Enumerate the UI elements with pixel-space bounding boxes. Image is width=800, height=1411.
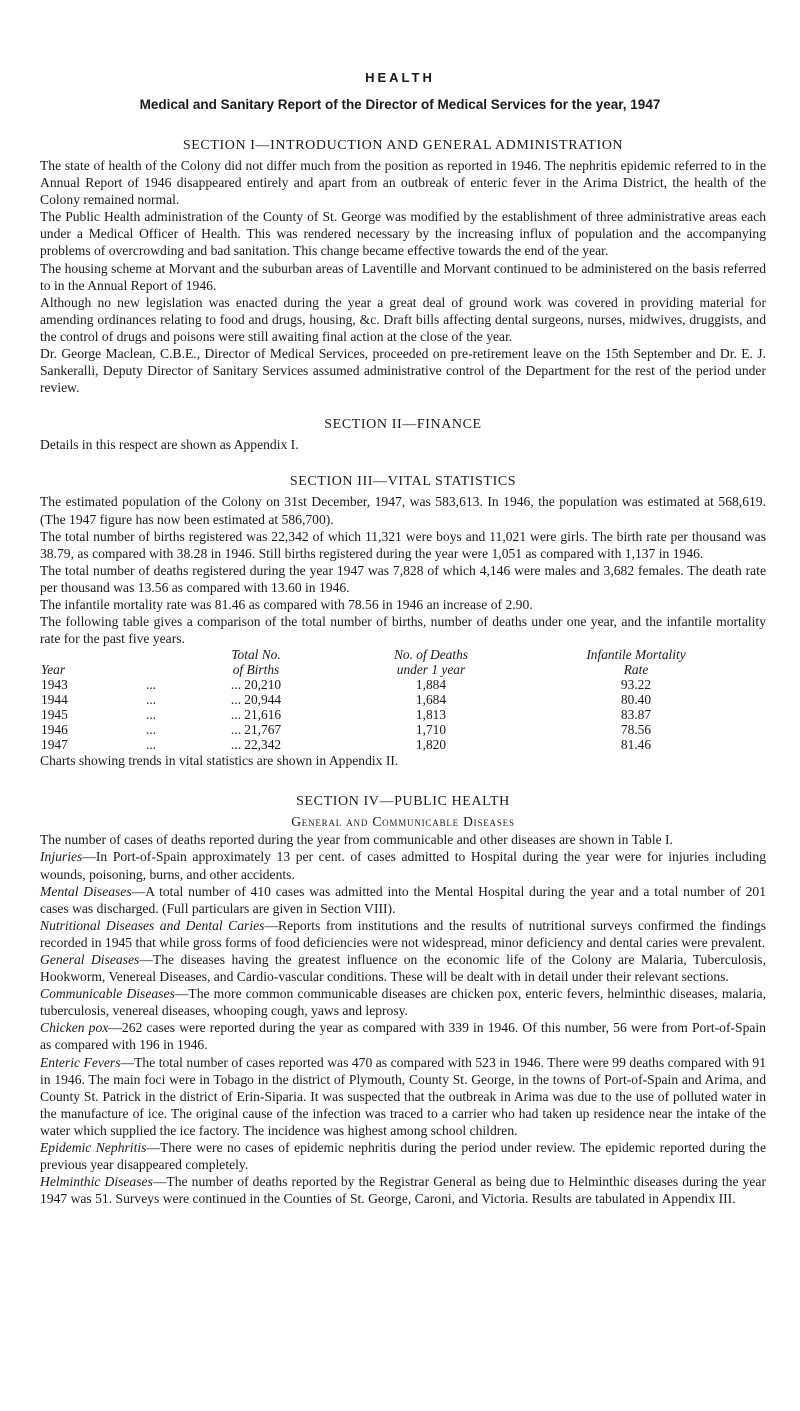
paragraph-helminthic: [40, 1173, 766, 1207]
text-general: —The diseases having the greatest influence on the economic life of the Colony are Malaria, Tuberculosis, Hookworm, Venereal Diseases, and Cardio-vascular conditions. These will be dealt with in detail under their relevant sections.: [40, 952, 766, 985]
cell-dots: ...: [145, 737, 157, 753]
term-nephritis: Epidemic Nephritis: [40, 1140, 147, 1156]
cell-deaths: 1,684: [415, 692, 447, 708]
table-header-row: [41, 662, 741, 677]
cell-year: 1943: [41, 677, 68, 693]
leader-dots: ...: [230, 737, 241, 753]
paragraph: The Public Health administration of the County of St. George was modified by the establishment of three administrative areas each under a Medical Officer of Health. This was rendered necessary by the increasing influx of population and the accompanying problems of overcrowding and bad sanitation. This change became effective towards the end of the year.: [40, 209, 766, 259]
paragraph-injuries: [40, 848, 766, 882]
text-chickenpox: —262 cases were reported during the year as compared with 339 in 1946. Of this number, 56 were from Port-of-Spain as compared with 196 in 1946.: [40, 1020, 766, 1053]
births-value: 20,944: [244, 692, 282, 708]
section-4-heading: SECTION IV—PUBLIC HEALTH: [296, 794, 510, 810]
term-nutrition: Nutritional Diseases and Dental Caries: [40, 917, 265, 933]
paragraph: The number of cases of deaths reported during the year from communicable and other diseases are shown in Table I.: [40, 832, 673, 848]
paragraph-communicable: [40, 985, 766, 1019]
cell-births: [181, 692, 331, 707]
births-value: 21,616: [244, 707, 282, 723]
cell-rate: 78.56: [620, 722, 652, 738]
paragraph-enteric: [40, 1054, 766, 1139]
paragraph-nutrition: [40, 917, 766, 951]
cell-rate: 93.22: [620, 677, 652, 693]
leader-dots: ...: [230, 677, 241, 693]
births-value: 21,767: [244, 722, 282, 738]
text-nutrition: —Reports from institutions and the results of nutritional surveys confirmed the findings recorded in 1945 that while gross forms of food deficiencies were not widespread, minor deficiency and dental caries were prevalent.: [40, 917, 766, 950]
vital-statistics-table: [41, 647, 741, 752]
cell-births: [181, 677, 331, 692]
cell-deaths: 1,710: [415, 722, 447, 738]
text-enteric: —The total number of cases reported was 470 as compared with 523 in 1946. There were 99 deaths compared with 91 in 1946. The main foci were in Tobago in the district of Plymouth, County St. George, in the towns of Port-of-Spain and Arima, and County St. Patrick in the district of Erin-Siparia. It was suspected that the outbreak in Arima was due to the use of polluted water in the manufacture of ice. The original cause of the infection was traced to a carrier who had taken up residence near the intake of the water which supplied the ice factory. The incidence was highest among school children.: [40, 1054, 766, 1138]
table-row: [41, 722, 741, 737]
text-communicable: —The more common communicable diseases are chicken pox, enteric fevers, helminthic diseases, malaria, tuberculosis, venereal diseases, whooping cough, yaws and leprosy.: [40, 986, 766, 1019]
report-title: Medical and Sanitary Report of the Director of Medical Services for the year, 1947: [139, 97, 661, 112]
cell-deaths: 1,884: [415, 677, 447, 693]
cell-rate: 83.87: [620, 707, 652, 723]
text-nephritis: —There were no cases of epidemic nephritis during the period under review. The epidemic reported during the previous year disappeared completely.: [40, 1140, 766, 1173]
term-general: General Diseases: [40, 952, 140, 967]
section-2-heading: SECTION II—FINANCE: [324, 417, 482, 433]
paragraph: The housing scheme at Morvant and the suburban areas of Laventille and Morvant continued to be administered on the basis referred to in the Annual Report of 1946.: [40, 260, 766, 293]
paragraph-nephritis: [40, 1139, 766, 1173]
births-value: 22,342: [244, 737, 282, 753]
paragraph: The infantile mortality rate was 81.46 as compared with 78.56 in 1946 an increase of 2.90.: [40, 596, 533, 612]
table-header-row: [41, 647, 741, 662]
table-row: [41, 737, 741, 752]
leader-dots: ...: [230, 707, 241, 723]
header-births-sub: of Births: [232, 662, 280, 678]
paragraph: Dr. George Maclean, C.B.E., Director of Medical Services, proceeded on pre-retirement leave on the 15th September and Dr. E. J. Sankeralli, Deputy Director of Sanitary Services assumed administrative control of the Department for the rest of the period under review.: [40, 346, 766, 396]
paragraph-chickenpox: [40, 1019, 766, 1053]
cell-births: [181, 707, 331, 722]
paragraph: Although no new legislation was enacted during the year a great deal of ground work was covered in providing material for amending ordinances relating to food and drugs, housing, &c. Draft bills affecting dental surgeons, nurses, midwives, druggists, and the control of drugs and poisons were still awaiting final action at the close of the year.: [40, 294, 766, 344]
cell-births: [181, 737, 331, 752]
births-value: 20,210: [244, 677, 282, 693]
term-communicable: Communicable Diseases: [40, 986, 175, 1002]
header-deaths: No. of Deaths: [393, 647, 469, 663]
section-3-heading: SECTION III—VITAL STATISTICS: [289, 474, 517, 490]
text-injuries: —In Port-of-Spain approximately 13 per cent. of cases admitted to Hospital during the year were for injuries including wounds, poisoning, burns, and other accidents.: [40, 849, 766, 882]
paragraph: The state of health of the Colony did not differ much from the position as reported in 1946. The nephritis epidemic referred to in the Annual Report of 1946 disappeared entirely and apart from an outbreak of enteric fever in the Arima District, the health of the Colony remained normal.: [40, 158, 766, 208]
paragraph: The total number of births registered was 22,342 of which 11,321 were boys and 11,021 were girls. The birth rate per thousand was 38.79, as compared with 38.28 in 1946. Still births registered during the year were 1,051 as compared with 1,137 in 1946.: [40, 528, 766, 561]
cell-year: 1944: [41, 692, 68, 708]
header-rate: Infantile Mortality: [586, 647, 686, 663]
table-row: [41, 707, 741, 722]
header-deaths-sub: under 1 year: [396, 662, 466, 678]
paragraph: Charts showing trends in vital statistics are shown in Appendix II.: [40, 753, 399, 769]
document-body: [40, 137, 766, 1207]
cell-dots: ...: [145, 692, 157, 708]
paragraph: Details in this respect are shown as Appendix I.: [40, 437, 299, 453]
leader-dots: ...: [230, 722, 241, 738]
paragraph: The estimated population of the Colony on 31st December, 1947, was 583,613. In 1946, the population was estimated at 568,619. (The 1947 figure has now been estimated at 586,700).: [40, 494, 766, 527]
header-rate-sub: Rate: [623, 662, 649, 678]
term-injuries: Injuries: [40, 849, 83, 865]
cell-rate: 80.40: [620, 692, 652, 708]
section-4-subheading: General and Communicable Diseases: [291, 814, 515, 830]
text-helminthic: —The number of deaths reported by the Registrar General as being due to Helminthic diseases during the year 1947 was 51. Surveys were continued in the Counties of St. George, Caroni, and Victoria. Results are tabulated in Appendix III.: [40, 1174, 766, 1207]
term-enteric: Enteric Fevers: [40, 1054, 121, 1070]
cell-year: 1947: [41, 737, 68, 753]
cell-dots: ...: [145, 707, 157, 723]
cell-births: [181, 722, 331, 737]
cell-year: 1946: [41, 722, 68, 738]
section-1-heading: SECTION I—INTRODUCTION AND GENERAL ADMINISTRATION: [182, 138, 624, 153]
term-mental: Mental Diseases: [40, 883, 132, 899]
cell-deaths: 1,813: [415, 707, 447, 723]
term-helminthic: Helminthic Diseases: [40, 1174, 153, 1190]
cell-rate: 81.46: [620, 737, 652, 753]
header-year: Year: [41, 662, 66, 678]
running-head: HEALTH: [365, 70, 435, 85]
text-mental: —A total number of 410 cases was admitted into the Mental Hospital during the year and a total number of 201 cases was discharged. (Full particulars are given in Section VIII).: [40, 883, 766, 916]
paragraph-general: [40, 951, 766, 985]
cell-deaths: 1,820: [415, 737, 447, 753]
term-chickenpox: Chicken pox: [40, 1020, 109, 1036]
cell-dots: ...: [145, 677, 157, 693]
paragraph-mental: [40, 883, 766, 917]
header-births: Total No.: [231, 647, 281, 663]
paragraph: The total number of deaths registered during the year 1947 was 7,828 of which 4,146 were males and 3,682 females. The death rate per thousand was 13.56 as compared with 13.60 in 1946.: [40, 562, 766, 595]
cell-dots: ...: [145, 722, 157, 738]
table-row: [41, 692, 741, 707]
table-row: [41, 677, 741, 692]
paragraph: The following table gives a comparison of the total number of births, number of deaths under one year, and the infantile mortality rate for the past five years.: [40, 614, 766, 647]
cell-year: 1945: [41, 707, 68, 723]
leader-dots: ...: [230, 692, 241, 708]
